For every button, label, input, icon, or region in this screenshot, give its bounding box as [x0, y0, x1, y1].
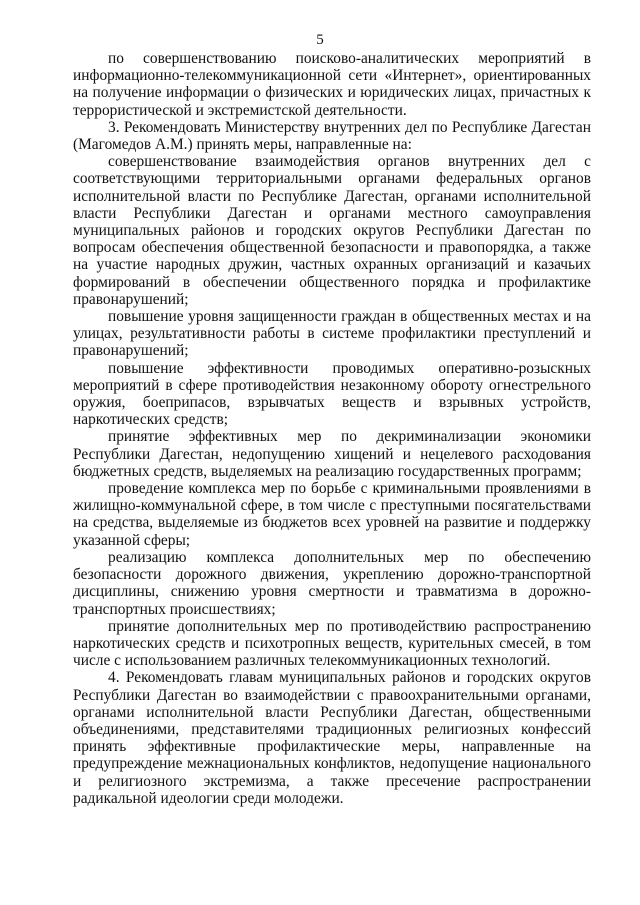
paragraph-firearms-trafficking: повышение эффективности проводимых оперативно-розыскных мероприятий в сфере противодействия незаконному обороту огнестрельного оружия, боеприпасов, взрывчатых веществ и взрывных устройств, наркотических средств;	[73, 359, 591, 429]
page-number: 5	[316, 32, 324, 48]
paragraph-item-3-recommendation: 3. Рекомендовать Министерству внутренних дел по Республике Дагестан (Магомедов А.М.) принять меры, направленные на:	[73, 118, 591, 154]
paragraph-road-safety: реализацию комплекса дополнительных мер по обеспечению безопасности дорожного движения, укреплению дорожно-транспортной дисциплины, снижению уровня смертности и травматизма в дорожно-транспортных происшествиях;	[73, 548, 591, 618]
paragraph-interagency-cooperation: совершенствование взаимодействия органов внутренних дел с соответствующими территориальными органами федеральных органов исполнительной власти по Республике Дагестан, органами исполнительной власти Республики Дагестан и органами местного самоуправления муниципальных районов и городских округов Республики Дагестан по вопросам обеспечения общественной безопасности и правопорядка, а также на участие народных дружин, частных охранных организаций и казачьих формирований в обеспечении общественного порядка и профилактике правонарушений;	[73, 153, 591, 308]
paragraph-housing-sector: проведение комплекса мер по борьбе с криминальными проявлениями в жилищно-коммунальной сфере, в том числе с преступными посягательствами на средства, выделяемые из бюджетов всех уровней на развитие и поддержку указанной сферы;	[73, 480, 591, 549]
paragraph-narcotics: принятие дополнительных мер по противодействию распространению наркотических средств и психотропных веществ, курительных смесей, в том числе с использованием различных телекоммуникационных технологий.	[73, 617, 591, 670]
paragraph-public-safety: повышение уровня защищенности граждан в общественных местах и на улицах, результативности работы в системе профилактики преступлений и правонарушений;	[73, 308, 591, 360]
paragraph-item-4-recommendation: 4. Рекомендовать главам муниципальных районов и городских округов Республики Дагестан во взаимодействии с правоохранительными органами, органами исполнительной власти Республики Дагестан, общественными объединениями, представителями традиционных религиозных конфессий принять эффективные профилактические меры, направленные на предупреждение межнациональных конфликтов, недопущение национального и религиозного экстремизма, а также пресечение распространении радикальной идеологии среди молодежи.	[73, 669, 591, 807]
paragraph-economy-decriminalization: принятие эффективных мер по декриминализации экономики Республики Дагестан, недопущению хищений и нецелевого расходования бюджетных средств, выделяемых на реализацию государственных программ;	[73, 428, 591, 480]
document-body	[73, 50, 591, 807]
paragraph-internet-search-measures: по совершенствованию поисково-аналитических мероприятий в информационно-телекоммуникационной сети «Интернет», ориентированных на получение информации о физических и юридических лицах, причастных к террористической и экстремистской деятельности.	[73, 50, 591, 119]
